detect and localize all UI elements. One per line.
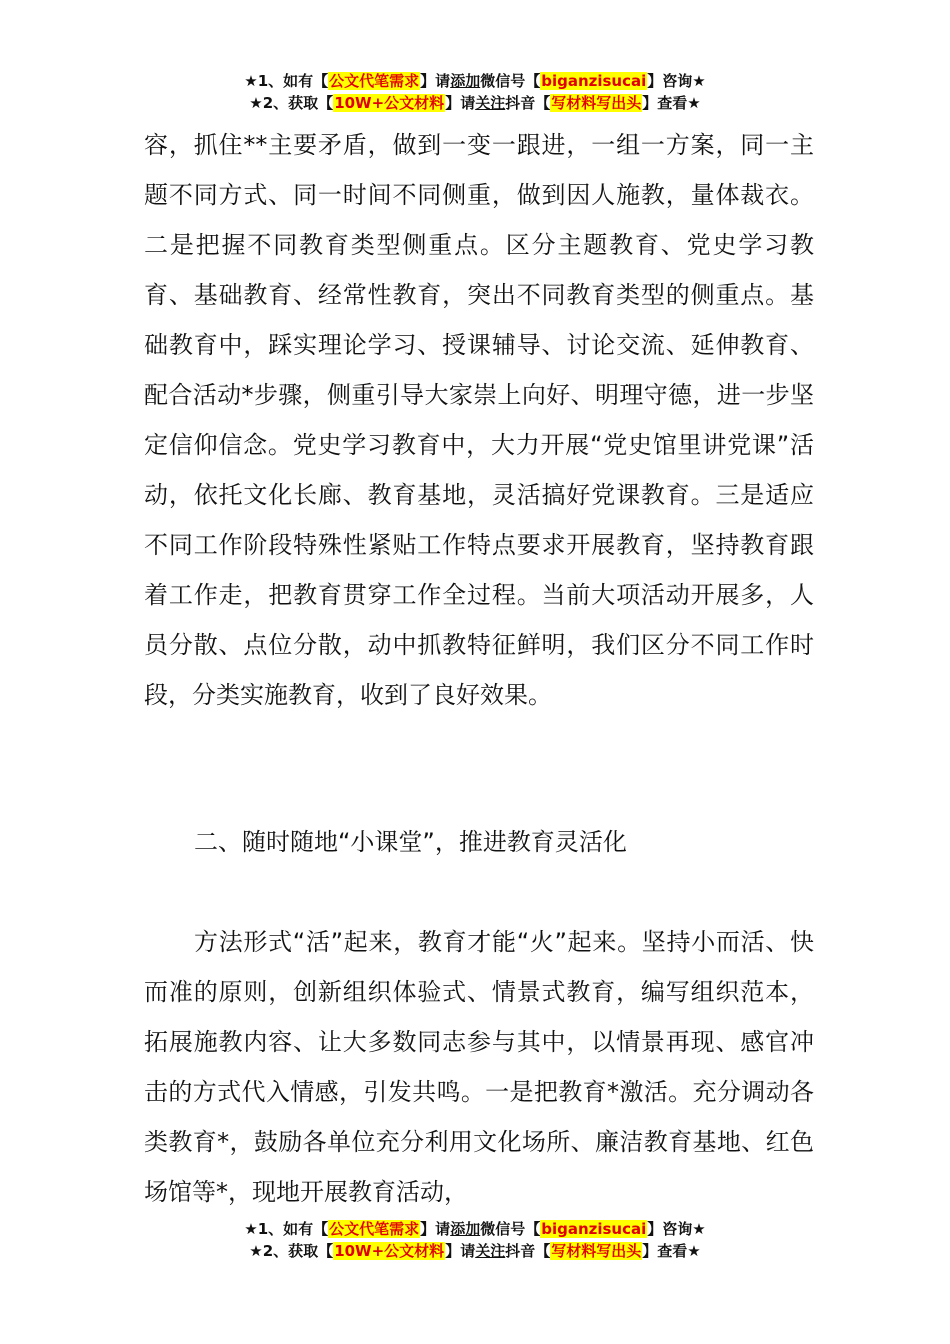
banner-text: ★2、获取【	[249, 94, 334, 112]
banner-text: 】请	[445, 1242, 476, 1260]
banner-text: 微信号【	[480, 1220, 541, 1238]
banner-text: 】查看★	[642, 94, 701, 112]
banner-text: ★2、获取【	[249, 1242, 334, 1260]
banner-line-1	[0, 1218, 950, 1240]
banner-text: 】请	[445, 94, 476, 112]
banner-line-2	[0, 1240, 950, 1262]
banner-text: 】咨询★	[647, 1220, 706, 1238]
banner-highlight: biganzisucai	[541, 72, 647, 90]
banner-text: 抖音【	[505, 94, 551, 112]
banner-text: 】咨询★	[647, 72, 706, 90]
banner-text: 】请	[420, 72, 451, 90]
banner-highlight: 写材料写出头	[551, 94, 642, 112]
banner-text: 抖音【	[505, 1242, 551, 1260]
banner-line-1	[0, 70, 950, 92]
banner-underlined-text: 关注	[475, 1242, 506, 1260]
body-paragraph: 方法形式“活”起来，教育才能“火”起来。坚持小而活、快而准的原则，创新组织体验式、情景式教育，编写组织范本，拓展施教内容、让大多数同志参与其中，以情景再现、感官冲击的方式代入情感，引发共鸣。一是把教育*激活。充分调动各类教育*，鼓励各单位充分利用文化场所、廉洁教育基地、红色场馆等*，现地开展教育活动，	[144, 928, 814, 1206]
header-banner	[0, 70, 950, 114]
banner-text: 】请	[420, 1220, 451, 1238]
footer-banner	[0, 1218, 950, 1262]
banner-highlight: 公文代笔需求	[329, 1220, 420, 1238]
banner-underlined-text: 关注	[475, 94, 506, 112]
banner-underlined-text: 添加	[450, 72, 481, 90]
body-paragraph: 容，抓住**主要矛盾，做到一变一跟进，一组一方案，同一主题不同方式、同一时间不同侧重，做到因人施教，量体裁衣。二是把握不同教育类型侧重点。区分主题教育、党史学习教育、基础教育、经常性教育，突出不同教育类型的侧重点。基础教育中，踩实理论学习、授课辅导、讨论交流、延伸教育、配合活动*步骤，侧重引导大家崇上向好、明理守德，进一步坚定信仰信念。党史学习教育中，大力开展“党史馆里讲党课”活动，依托文化长廊、教育基地，灵活搞好党课教育。三是适应不同工作阶段特殊性紧贴工作特点要求开展教育，坚持教育跟着工作走，把教育贯穿工作全过程。当前大项活动开展多，人员分散、点位分散，动中抓教特征鲜明，我们区分不同工作时段，分类实施教育，收到了良好效果。	[144, 131, 814, 709]
banner-highlight: 10W+公文材料	[334, 1242, 445, 1260]
section-heading: 二、随时随地“小课堂”，推进教育灵活化	[194, 828, 627, 856]
banner-text: ★1、如有【	[244, 72, 329, 90]
banner-highlight: 10W+公文材料	[334, 94, 445, 112]
banner-text: ★1、如有【	[244, 1220, 329, 1238]
banner-text: 微信号【	[480, 72, 541, 90]
banner-highlight: 写材料写出头	[551, 1242, 642, 1260]
banner-line-2	[0, 92, 950, 114]
banner-highlight: 公文代笔需求	[329, 72, 420, 90]
banner-text: 】查看★	[642, 1242, 701, 1260]
banner-highlight: biganzisucai	[541, 1220, 647, 1238]
banner-underlined-text: 添加	[450, 1220, 481, 1238]
